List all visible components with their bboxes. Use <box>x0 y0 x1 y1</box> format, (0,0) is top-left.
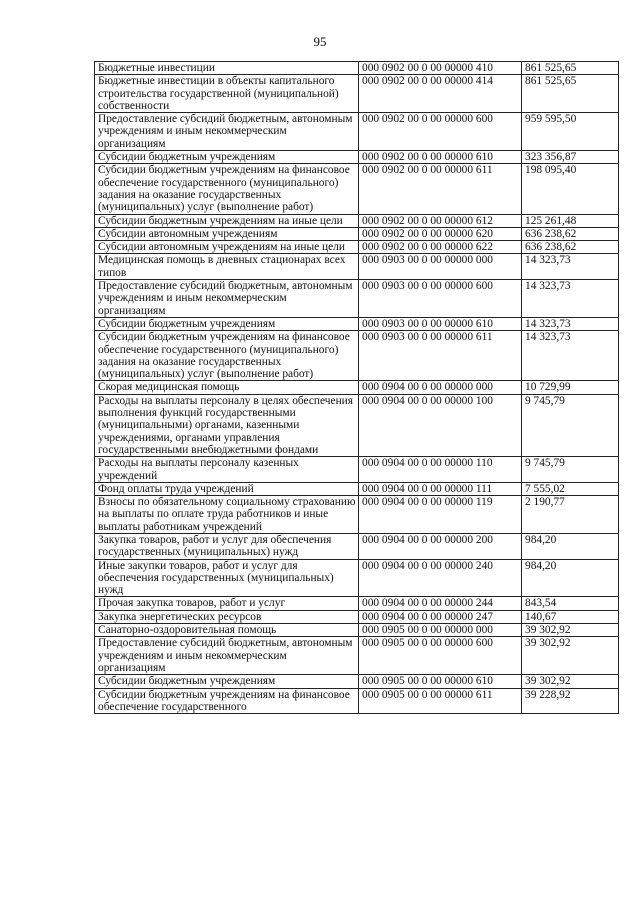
budget-table <box>94 61 619 714</box>
row-name-cell: Расходы на выплаты персоналу в целях обеспечения выполнения функций государственными (муниципальными) органами, казенными учреждениями, органами управления государственными внебюджетными фондами <box>95 394 359 456</box>
row-name-cell: Субсидии бюджетным учреждениям на финансовое обеспечение государственного (муниципального) задания на оказание государственных (муниципальных) услуг (выполнение работ) <box>95 331 359 381</box>
table-row <box>95 227 619 240</box>
row-name-cell: Субсидии бюджетным учреждениям <box>95 675 359 688</box>
table-row <box>95 610 619 623</box>
row-sum-cell: 125 261,48 <box>522 214 619 227</box>
page-number: 95 <box>313 34 327 49</box>
row-name-cell: Предоставление субсидий бюджетным, автономным учреждениям и иным некоммерческим организациям <box>95 637 359 675</box>
row-code-cell: 000 0904 00 0 00 00000 000 <box>359 381 522 394</box>
table-row <box>95 241 619 254</box>
row-name-cell: Субсидии бюджетным учреждениям <box>95 317 359 330</box>
row-code-cell: 000 0902 00 0 00 00000 600 <box>359 113 522 151</box>
row-sum-cell: 10 729,99 <box>522 381 619 394</box>
row-code-cell: 000 0904 00 0 00 00000 200 <box>359 533 522 559</box>
row-code-cell: 000 0903 00 0 00 00000 600 <box>359 280 522 318</box>
row-name-cell: Скорая медицинская помощь <box>95 381 359 394</box>
table-row <box>95 62 619 75</box>
row-name-cell: Иные закупки товаров, работ и услуг для обеспечения государственных (муниципальных) нужд <box>95 559 359 597</box>
row-sum-cell: 984,20 <box>522 533 619 559</box>
table-row <box>95 164 619 214</box>
row-name-cell: Субсидии автономным учреждениям на иные цели <box>95 241 359 254</box>
row-code-cell: 000 0902 00 0 00 00000 610 <box>359 151 522 164</box>
table-row <box>95 394 619 456</box>
row-code-cell: 000 0903 00 0 00 00000 611 <box>359 331 522 381</box>
row-name-cell: Бюджетные инвестиции в объекты капитального строительства государственной (муниципальной) собственности <box>95 75 359 113</box>
row-code-cell: 000 0905 00 0 00 00000 000 <box>359 624 522 637</box>
row-code-cell: 000 0905 00 0 00 00000 600 <box>359 637 522 675</box>
row-name-cell: Взносы по обязательному социальному страхованию на выплаты по оплате труда работников и иные выплаты работникам учреждений <box>95 496 359 534</box>
row-sum-cell: 323 356,87 <box>522 151 619 164</box>
table-row <box>95 597 619 610</box>
row-sum-cell: 636 238,62 <box>522 227 619 240</box>
row-sum-cell: 39 302,92 <box>522 637 619 675</box>
row-code-cell: 000 0904 00 0 00 00000 111 <box>359 482 522 495</box>
table-row <box>95 559 619 597</box>
table-row <box>95 151 619 164</box>
row-sum-cell: 9 745,79 <box>522 457 619 483</box>
row-name-cell: Фонд оплаты труда учреждений <box>95 482 359 495</box>
row-sum-cell: 14 323,73 <box>522 254 619 280</box>
row-sum-cell: 843,54 <box>522 597 619 610</box>
table-row <box>95 675 619 688</box>
row-code-cell: 000 0902 00 0 00 00000 612 <box>359 214 522 227</box>
row-sum-cell: 198 095,40 <box>522 164 619 214</box>
table-row <box>95 113 619 151</box>
row-code-cell: 000 0904 00 0 00 00000 119 <box>359 496 522 534</box>
row-sum-cell: 14 323,73 <box>522 317 619 330</box>
row-code-cell: 000 0905 00 0 00 00000 611 <box>359 688 522 714</box>
table-row <box>95 624 619 637</box>
row-code-cell: 000 0902 00 0 00 00000 622 <box>359 241 522 254</box>
row-name-cell: Субсидии автономным учреждениям <box>95 227 359 240</box>
table-row <box>95 75 619 113</box>
row-sum-cell: 39 302,92 <box>522 624 619 637</box>
table-row <box>95 254 619 280</box>
row-code-cell: 000 0904 00 0 00 00000 240 <box>359 559 522 597</box>
row-name-cell: Санаторно-оздоровительная помощь <box>95 624 359 637</box>
table-row <box>95 688 619 714</box>
table-row <box>95 482 619 495</box>
row-sum-cell: 636 238,62 <box>522 241 619 254</box>
row-sum-cell: 14 323,73 <box>522 331 619 381</box>
row-code-cell: 000 0902 00 0 00 00000 611 <box>359 164 522 214</box>
row-sum-cell: 984,20 <box>522 559 619 597</box>
budget-table-body <box>95 62 619 714</box>
table-row <box>95 331 619 381</box>
row-code-cell: 000 0904 00 0 00 00000 110 <box>359 457 522 483</box>
row-name-cell: Медицинская помощь в дневных стационарах всех типов <box>95 254 359 280</box>
row-name-cell: Субсидии бюджетным учреждениям <box>95 151 359 164</box>
row-sum-cell: 861 525,65 <box>522 75 619 113</box>
row-name-cell: Предоставление субсидий бюджетным, автономным учреждениям и иным некоммерческим организациям <box>95 280 359 318</box>
table-row <box>95 280 619 318</box>
row-sum-cell: 2 190,77 <box>522 496 619 534</box>
row-name-cell: Субсидии бюджетным учреждениям на иные цели <box>95 214 359 227</box>
row-name-cell: Закупка энергетических ресурсов <box>95 610 359 623</box>
row-sum-cell: 14 323,73 <box>522 280 619 318</box>
row-code-cell: 000 0903 00 0 00 00000 000 <box>359 254 522 280</box>
row-code-cell: 000 0904 00 0 00 00000 100 <box>359 394 522 456</box>
row-code-cell: 000 0902 00 0 00 00000 410 <box>359 62 522 75</box>
row-code-cell: 000 0902 00 0 00 00000 620 <box>359 227 522 240</box>
row-sum-cell: 39 228,92 <box>522 688 619 714</box>
table-row <box>95 637 619 675</box>
row-name-cell: Прочая закупка товаров, работ и услуг <box>95 597 359 610</box>
table-row <box>95 381 619 394</box>
table-row <box>95 317 619 330</box>
row-name-cell: Закупка товаров, работ и услуг для обеспечения государственных (муниципальных) нужд <box>95 533 359 559</box>
table-row <box>95 214 619 227</box>
row-code-cell: 000 0902 00 0 00 00000 414 <box>359 75 522 113</box>
row-code-cell: 000 0903 00 0 00 00000 610 <box>359 317 522 330</box>
row-sum-cell: 959 595,50 <box>522 113 619 151</box>
row-sum-cell: 9 745,79 <box>522 394 619 456</box>
row-name-cell: Субсидии бюджетным учреждениям на финансовое обеспечение государственного (муниципального) задания на оказание государственных (муниципальных) услуг (выполнение работ) <box>95 164 359 214</box>
row-sum-cell: 140,67 <box>522 610 619 623</box>
table-row <box>95 533 619 559</box>
row-sum-cell: 7 555,02 <box>522 482 619 495</box>
row-name-cell: Субсидии бюджетным учреждениям на финансовое обеспечение государственного <box>95 688 359 714</box>
table-row <box>95 496 619 534</box>
row-name-cell: Предоставление субсидий бюджетным, автономным учреждениям и иным некоммерческим организациям <box>95 113 359 151</box>
row-code-cell: 000 0904 00 0 00 00000 247 <box>359 610 522 623</box>
row-name-cell: Расходы на выплаты персоналу казенных учреждений <box>95 457 359 483</box>
row-code-cell: 000 0904 00 0 00 00000 244 <box>359 597 522 610</box>
row-sum-cell: 861 525,65 <box>522 62 619 75</box>
table-row <box>95 457 619 483</box>
row-sum-cell: 39 302,92 <box>522 675 619 688</box>
row-code-cell: 000 0905 00 0 00 00000 610 <box>359 675 522 688</box>
row-name-cell: Бюджетные инвестиции <box>95 62 359 75</box>
